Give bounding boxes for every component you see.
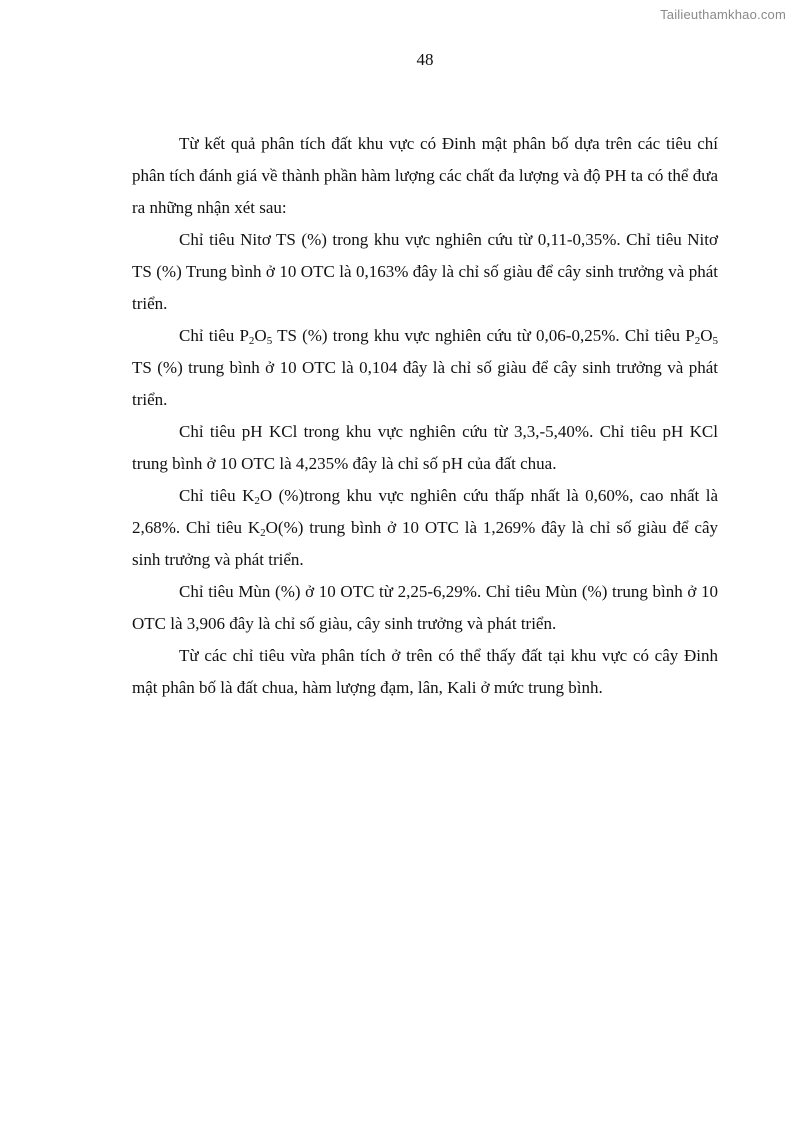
- paragraph-ph-kcl: Chỉ tiêu pH KCl trong khu vực nghiên cứu từ 3,3,-5,40%. Chỉ tiêu pH KCl trung bình ở 10 OTC là 4,235% đây là chỉ số pH của đất chua.: [132, 422, 718, 473]
- text-segment: O(%) trung bình ở 10 OTC là 1,269% đây là chỉ số giàu để cây sinh trưởng và phát triển.: [132, 518, 719, 569]
- watermark: Tailieuthamkhao.com: [660, 7, 786, 22]
- page-number: 48: [416, 50, 434, 69]
- text-segment: O: [700, 326, 713, 345]
- paragraph-potassium: [132, 480, 718, 576]
- text-segment: Chỉ tiêu K: [179, 486, 255, 505]
- text-segment: TS (%) trung bình ở 10 OTC là 0,104 đây là chỉ số giàu để cây sinh trưởng và phát triển.: [132, 358, 718, 409]
- subscript: 5: [266, 335, 273, 347]
- paragraph-intro: Từ kết quả phân tích đất khu vực có Đinh mật phân bố dựa trên các tiêu chí phân tích đánh giá về thành phần hàm lượng các chất đa lượng và độ PH ta có thể đưa ra những nhận xét sau:: [132, 134, 718, 217]
- subscript: 2: [248, 335, 255, 347]
- paragraph-phosphorus: [132, 320, 718, 416]
- text-segment: O (%)trong khu vực nghiên cứu thấp nhất là 0,60%, cao nhất là 2,68%. Chỉ tiêu K: [132, 486, 718, 537]
- text-segment: TS (%) trong khu vực nghiên cứu từ 0,06-0,25%. Chỉ tiêu P: [272, 326, 695, 345]
- text-segment: O: [254, 326, 267, 345]
- paragraph-humus: Chỉ tiêu Mùn (%) ở 10 OTC từ 2,25-6,29%. Chỉ tiêu Mùn (%) trung bình ở 10 OTC là 3,906 đây là chỉ số giàu, cây sinh trưởng và phát triển.: [132, 582, 718, 633]
- paragraph-conclusion: Từ các chỉ tiêu vừa phân tích ở trên có thể thấy đất tại khu vực có cây Đinh mật phân bố là đất chua, hàm lượng đạm, lân, Kali ở mức trung bình.: [132, 646, 718, 697]
- subscript: 5: [712, 335, 718, 347]
- subscript: 2: [260, 527, 266, 539]
- document-body: [132, 128, 718, 704]
- paragraph-nitrogen: Chỉ tiêu Nitơ TS (%) trong khu vực nghiên cứu từ 0,11-0,35%. Chỉ tiêu Nitơ TS (%) Trung bình ở 10 OTC là 0,163% đây là chỉ số giàu để cây sinh trưởng và phát triển.: [132, 230, 718, 313]
- text-segment: Chỉ tiêu P: [179, 326, 249, 345]
- subscript: 2: [254, 495, 260, 507]
- subscript: 2: [694, 335, 701, 347]
